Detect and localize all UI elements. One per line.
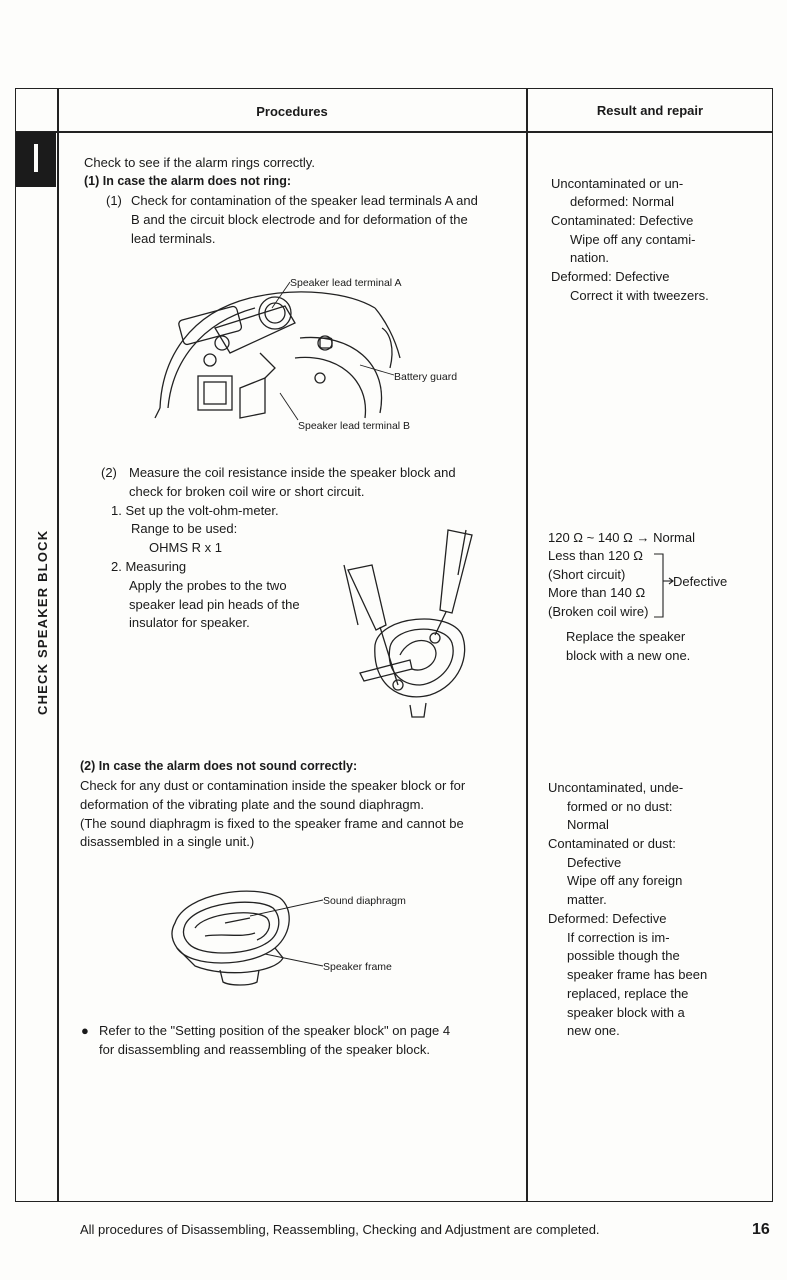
result3-line: If correction is im- xyxy=(567,930,670,945)
result3-line: formed or no dust: xyxy=(567,799,673,814)
result-line: Correct it with tweezers. xyxy=(570,288,709,303)
result3-line: speaker frame has been xyxy=(567,967,708,982)
section2-line: Check for any dust or contamination inside the speaker block or for xyxy=(80,778,466,793)
measure-line: insulator for speaker. xyxy=(129,615,250,630)
resistance-normal: 120 Ω ~ 140 Ω → Normal xyxy=(548,530,695,545)
section2-line: disassembled in a single unit.) xyxy=(80,834,255,849)
result-line: Deformed: Defective xyxy=(551,269,670,284)
note-line: for disassembling and reassembling of the speaker block. xyxy=(99,1042,430,1057)
label-terminal-b: Speaker lead terminal B xyxy=(298,420,411,432)
resistance-low: Less than 120 Ω xyxy=(548,548,644,563)
step1-line: Check for contamination of the speaker lead terminals A and xyxy=(131,193,478,208)
resistance-broken: (Broken coil wire) xyxy=(548,604,649,619)
procedures-header: Procedures xyxy=(256,104,328,119)
speaker-block-figure xyxy=(150,268,490,438)
result3-line: matter. xyxy=(567,892,607,907)
step1-line: lead terminals. xyxy=(131,231,216,246)
result-line: Contaminated: Defective xyxy=(551,213,694,228)
result-line: nation. xyxy=(570,250,610,265)
section1-heading: (1) In case the alarm does not ring: xyxy=(84,174,291,188)
column-divider-left xyxy=(57,88,59,1202)
section2-heading: (2) In case the alarm does not sound correctly: xyxy=(80,759,358,773)
result3-line: Deformed: Defective xyxy=(548,911,667,926)
resistance-short: (Short circuit) xyxy=(548,567,626,582)
measure-line: Apply the probes to the two xyxy=(129,578,287,593)
defective-bracket xyxy=(654,553,674,619)
step1-line: B and the circuit block electrode and for deformation of the xyxy=(131,212,468,227)
substep2: 2. Measuring xyxy=(111,559,187,574)
intro-text: Check to see if the alarm rings correctly. xyxy=(84,155,315,170)
result3-line: Normal xyxy=(567,817,609,832)
range-label: Range to be used: xyxy=(131,521,238,536)
resistance-high: More than 140 Ω xyxy=(548,585,646,600)
label-battery-guard: Battery guard xyxy=(394,371,458,383)
header-divider xyxy=(15,131,773,133)
probe-measurement-figure xyxy=(340,525,480,725)
substep1: 1. Set up the volt-ohm-meter. xyxy=(111,503,279,518)
label-terminal-a: Speaker lead terminal A xyxy=(290,277,402,289)
footer-note: All procedures of Disassembling, Reassembling, Checking and Adjustment are completed. xyxy=(80,1222,600,1237)
step2-line: Measure the coil resistance inside the speaker block and xyxy=(129,465,456,480)
section2-line: deformation of the vibrating plate and the sound diaphragm. xyxy=(80,797,425,812)
result-line: Wipe off any contami- xyxy=(570,232,696,247)
result3-line: possible though the xyxy=(567,948,680,963)
result3-line: new one. xyxy=(567,1023,620,1038)
note-bullet: ● xyxy=(81,1023,89,1038)
column-divider-right xyxy=(526,88,528,1202)
defective-label: Defective xyxy=(673,574,728,589)
result3-line: Defective xyxy=(567,855,622,870)
label-sound-diaphragm: Sound diaphragm xyxy=(323,895,406,907)
measure-line: speaker lead pin heads of the xyxy=(129,597,300,612)
result3-line: replaced, replace the xyxy=(567,986,689,1001)
result3-line: Uncontaminated, unde- xyxy=(548,780,684,795)
label-speaker-frame: Speaker frame xyxy=(323,961,392,973)
result-header: Result and repair xyxy=(596,103,704,118)
range-value: OHMS R x 1 xyxy=(149,540,222,555)
page-number: 16 xyxy=(752,1221,770,1238)
result3-line: speaker block with a xyxy=(567,1005,685,1020)
replace-line: Replace the speaker xyxy=(566,629,686,644)
step2-number: (2) xyxy=(101,465,117,480)
speaker-frame-figure xyxy=(165,878,425,988)
result3-line: Contaminated or dust: xyxy=(548,836,676,851)
section2-line: (The sound diaphragm is fixed to the speaker frame and cannot be xyxy=(80,816,464,831)
note-line: Refer to the "Setting position of the speaker block" on page 4 xyxy=(99,1023,451,1038)
side-label: CHECK SPEAKER BLOCK xyxy=(35,529,50,715)
result3-line: Wipe off any foreign xyxy=(567,873,683,888)
step2-line: check for broken coil wire or short circuit. xyxy=(129,484,365,499)
result-line: deformed: Normal xyxy=(570,194,675,209)
step1-number: (1) xyxy=(106,193,122,208)
result-line: Uncontaminated or un- xyxy=(551,176,684,191)
replace-line: block with a new one. xyxy=(566,648,691,663)
section-marker xyxy=(16,132,56,187)
